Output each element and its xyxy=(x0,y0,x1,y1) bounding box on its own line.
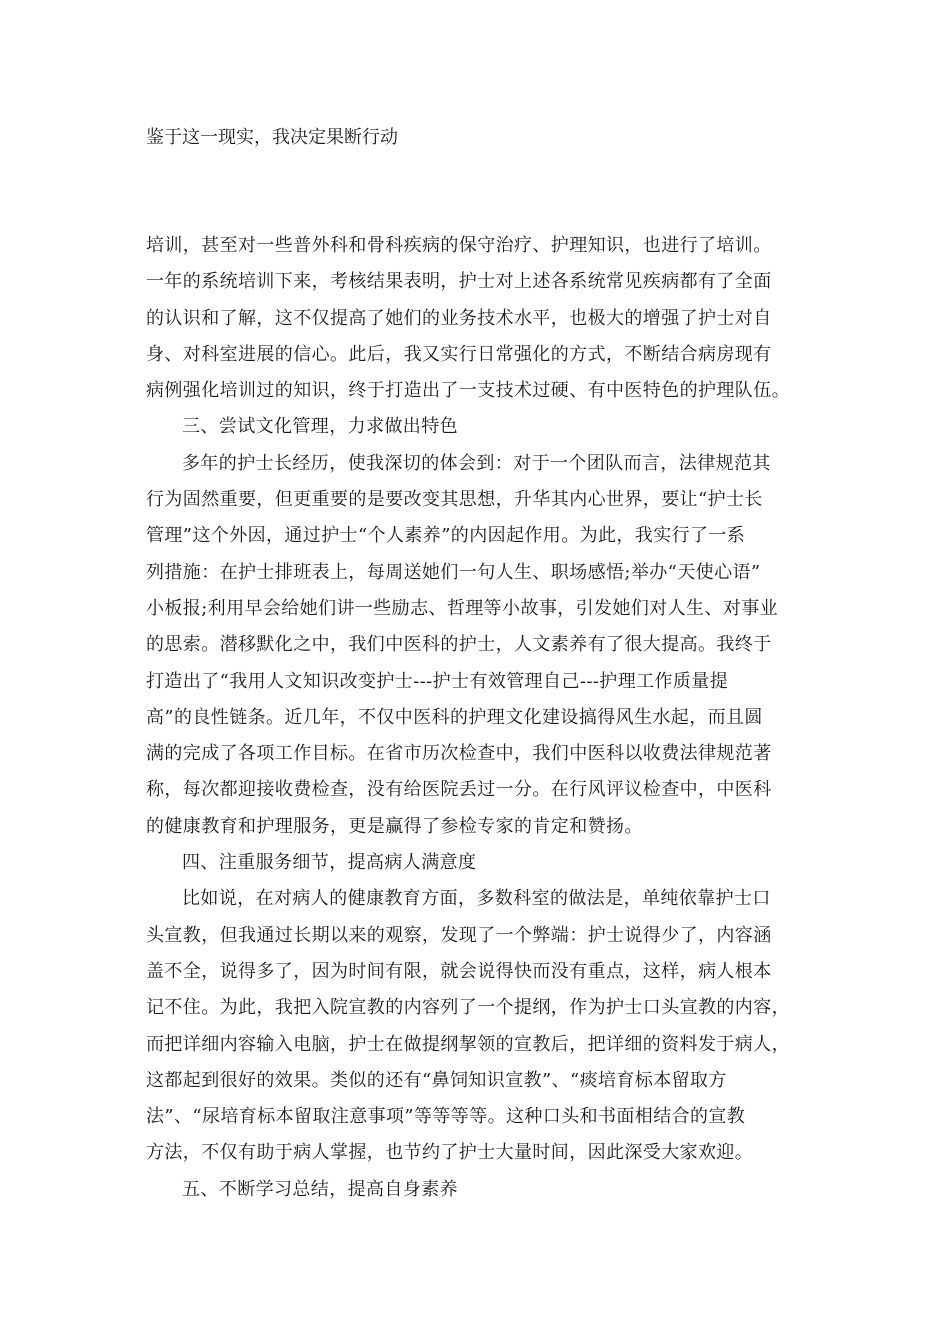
document-body xyxy=(146,228,806,1208)
text-line: 而把详细内容输入电脑，护士在做提纲挈领的宣教后，把详细的资料发于病人， xyxy=(146,1033,790,1055)
text-line: 的健康教育和护理服务，更是赢得了参检专家的肯定和赞扬。 xyxy=(146,815,643,837)
text-line: 小板报;利用早会给她们讲一些励志、哲理等小故事，引发她们对人生、对事业 xyxy=(146,597,779,619)
text-line: 满的完成了各项工作目标。在省市历次检查中，我们中医科以收费法律规范著 xyxy=(146,743,772,765)
text-line: 的思索。潜移默化之中，我们中医科的护士，人文素养有了很大提高。我终于 xyxy=(146,634,772,656)
text-line: 法”、“尿培育标本留取注意事项”等等等等。这种口头和书面相结合的宣教 xyxy=(146,1106,746,1128)
text-line: 的认识和了解，这不仅提高了她们的业务技术水平，也极大的增强了护士对自 xyxy=(146,307,772,329)
text-line: 身、对科室进展的信心。此后，我又实行日常强化的方式，不断结合病房现有 xyxy=(146,343,772,365)
text-line: 这都起到很好的效果。类似的还有“鼻饲知识宣教”、“痰培育标本留取方 xyxy=(146,1069,727,1091)
text-line: 培训，甚至对一些普外科和骨科疾病的保守治疗、护理知识，也进行了培训。 xyxy=(146,235,772,256)
text-line: 打造出了“我用人文知识改变护士---护士有效管理自己---护理工作质量提 xyxy=(146,670,729,692)
text-line: 行为固然重要，但更重要的是要改变其思想，升华其内心世界，要让“护士长 xyxy=(146,489,763,511)
paragraph-heading-line: 多年的护士长经历，使我深切的体会到：对于一个团队而言，法律规范其 xyxy=(182,452,771,474)
text-line: 方法，不仅有助于病人掌握，也节约了护士大量时间，因此深受大家欢迎。 xyxy=(146,1142,754,1164)
paragraph-heading-line: 四、注重服务细节，提高病人满意度 xyxy=(182,852,477,874)
text-line: 盖不全，说得多了，因为时间有限，就会说得快而没有重点，这样，病人根本 xyxy=(146,960,772,982)
opening-line: 鉴于这一现实，我决定果断行动 xyxy=(146,127,398,148)
text-line: 病例强化培训过的知识，终于打造出了一支技术过硬、有中医特色的护理队伍。 xyxy=(146,380,790,402)
text-line: 称，每次都迎接收费检查，没有给医院丢过一分。在行风评议检查中，中医科 xyxy=(146,779,772,801)
text-line: 列措施：在护士排班表上，每周送她们一句人生、职场感悟;举办“天使心语” xyxy=(146,561,761,583)
text-line: 管理”这个外因，通过护士“个人素养”的内因起作用。为此，我实行了一系 xyxy=(146,525,746,547)
paragraph-heading-line: 比如说，在对病人的健康教育方面，多数科室的做法是，单纯依靠护士口 xyxy=(182,888,771,910)
text-line: 记不住。为此，我把入院宣教的内容列了一个提纲，作为护士口头宣教的内容， xyxy=(146,997,790,1019)
paragraph-heading-line: 五、不断学习总结，提高自身素养 xyxy=(182,1178,458,1200)
text-line: 高”的良性链条。近几年，不仅中医科的护理文化建设搞得风生水起，而且圆 xyxy=(146,706,763,728)
text-line: 一年的系统培训下来，考核结果表明，护士对上述各系统常见疾病都有了全面 xyxy=(146,271,772,293)
paragraph-heading-line: 三、尝试文化管理，力求做出特色 xyxy=(182,416,458,438)
text-line: 头宣教，但我通过长期以来的观察，发现了一个弊端：护士说得少了，内容涵 xyxy=(146,924,772,946)
